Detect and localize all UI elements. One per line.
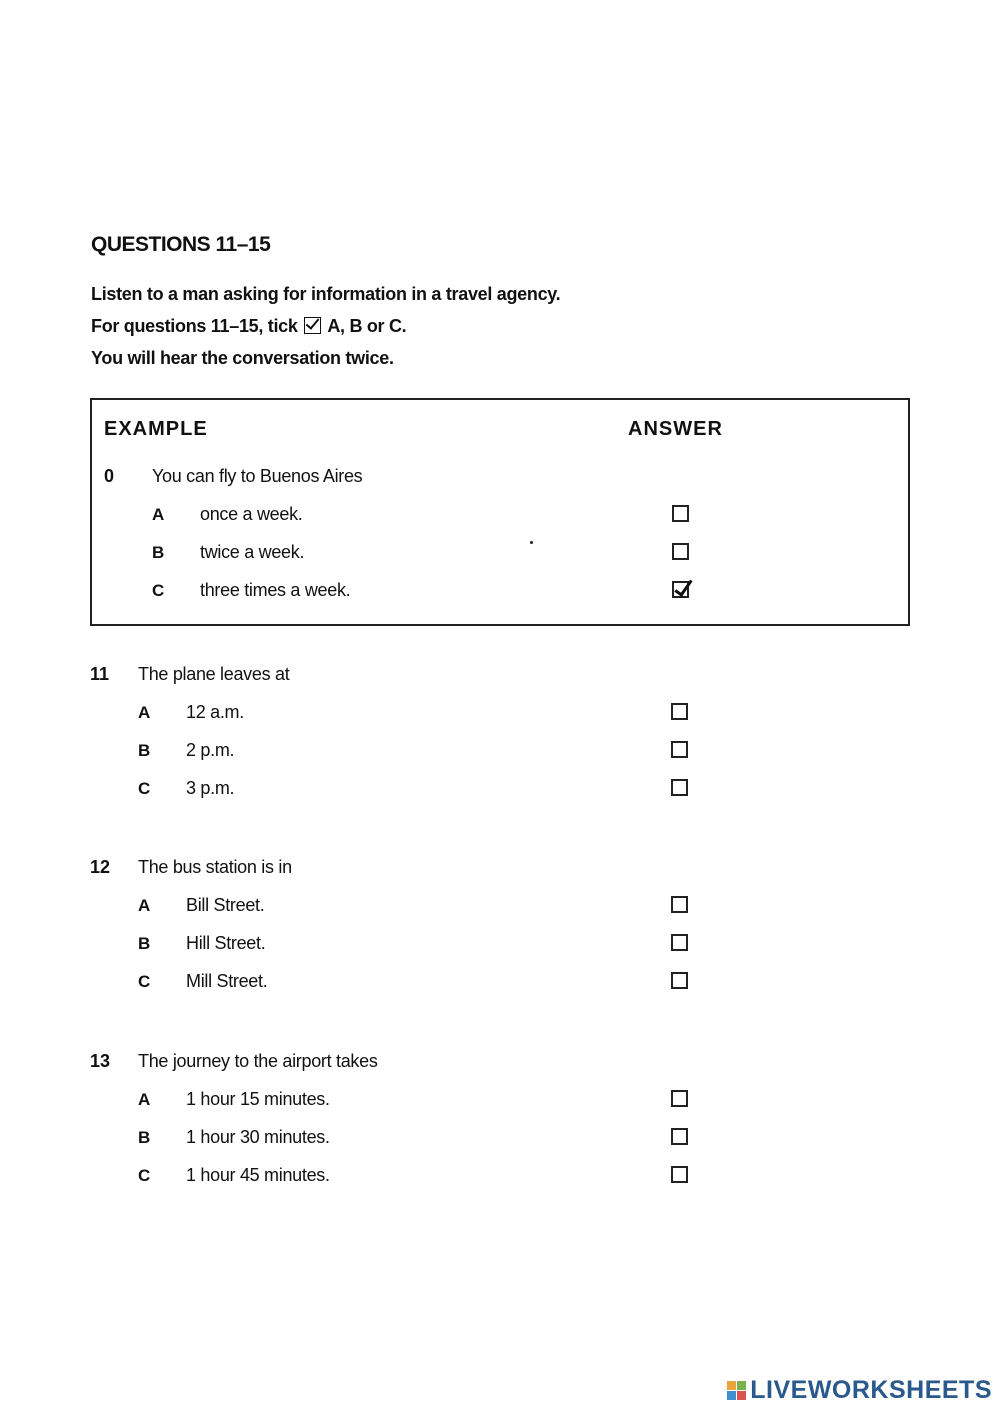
option-letter: B — [138, 741, 151, 760]
instruction-line-1: Listen to a man asking for information in a travel agency. — [91, 284, 561, 304]
option-text: Hill Street. — [186, 933, 266, 953]
answer-checkbox-13b[interactable] — [671, 1128, 688, 1145]
option-letter: B — [138, 934, 151, 953]
option-letter: C — [138, 972, 151, 991]
question-number: 13 — [90, 1051, 111, 1071]
option-text: 3 p.m. — [186, 778, 235, 798]
option-letter: A — [138, 896, 151, 915]
answer-checkbox-13a[interactable] — [671, 1090, 688, 1107]
liveworksheets-logo[interactable] — [727, 1376, 992, 1405]
option-text: Mill Street. — [186, 971, 268, 991]
option-letter: B — [138, 1128, 151, 1147]
example-answer-checkbox[interactable] — [672, 543, 689, 560]
question-text: The plane leaves at — [138, 664, 290, 684]
option-text: 1 hour 45 minutes. — [186, 1165, 330, 1185]
answer-checkbox-11a[interactable] — [671, 703, 688, 720]
question-text: The bus station is in — [138, 857, 292, 877]
answer-checkbox-11b[interactable] — [671, 741, 688, 758]
tick-instruction-start: For questions 11–15, tick — [91, 316, 298, 336]
option-letter: A — [138, 1090, 151, 1109]
tick-box-icon — [304, 317, 321, 334]
logo-square — [737, 1391, 746, 1400]
option-text: Bill Street. — [186, 895, 265, 915]
logo-text: LIVEWORKSHEETS — [750, 1376, 992, 1404]
example-answer-checkbox-ticked[interactable] — [672, 581, 689, 598]
example-option-text: twice a week. — [200, 542, 305, 562]
option-letter: C — [138, 779, 151, 798]
question-text: The journey to the airport takes — [138, 1051, 378, 1071]
instruction-line-3: You will hear the conversation twice. — [91, 348, 394, 368]
answer-checkbox-12c[interactable] — [671, 972, 688, 989]
page-title: QUESTIONS 11–15 — [91, 233, 271, 256]
logo-square — [727, 1391, 736, 1400]
question-number: 12 — [90, 857, 111, 877]
example-answer-checkbox[interactable] — [672, 505, 689, 522]
option-text: 1 hour 30 minutes. — [186, 1127, 330, 1147]
logo-square — [727, 1381, 736, 1390]
logo-mark-icon — [727, 1381, 746, 1400]
answer-checkbox-13c[interactable] — [671, 1166, 688, 1183]
question-number: 11 — [90, 664, 110, 684]
example-option-letter: B — [152, 543, 165, 562]
example-heading: EXAMPLE — [104, 418, 208, 440]
example-number: 0 — [104, 466, 115, 486]
option-text: 12 a.m. — [186, 702, 244, 722]
example-option-letter: C — [152, 581, 165, 600]
instruction-line-2 — [91, 316, 406, 337]
example-option-text: three times a week. — [200, 580, 351, 600]
option-letter: A — [138, 703, 151, 722]
example-option-text: once a week. — [200, 504, 303, 524]
option-letter: C — [138, 1166, 151, 1185]
answer-checkbox-11c[interactable] — [671, 779, 688, 796]
logo-square — [737, 1381, 746, 1390]
answer-checkbox-12a[interactable] — [671, 896, 688, 913]
answer-heading: ANSWER — [628, 418, 723, 440]
tick-instruction-end: A, B or C. — [327, 316, 407, 336]
option-text: 2 p.m. — [186, 740, 235, 760]
answer-checkbox-12b[interactable] — [671, 934, 688, 951]
example-option-letter: A — [152, 505, 165, 524]
option-text: 1 hour 15 minutes. — [186, 1089, 330, 1109]
example-question: You can fly to Buenos Aires — [152, 466, 363, 486]
print-speck — [530, 541, 533, 544]
